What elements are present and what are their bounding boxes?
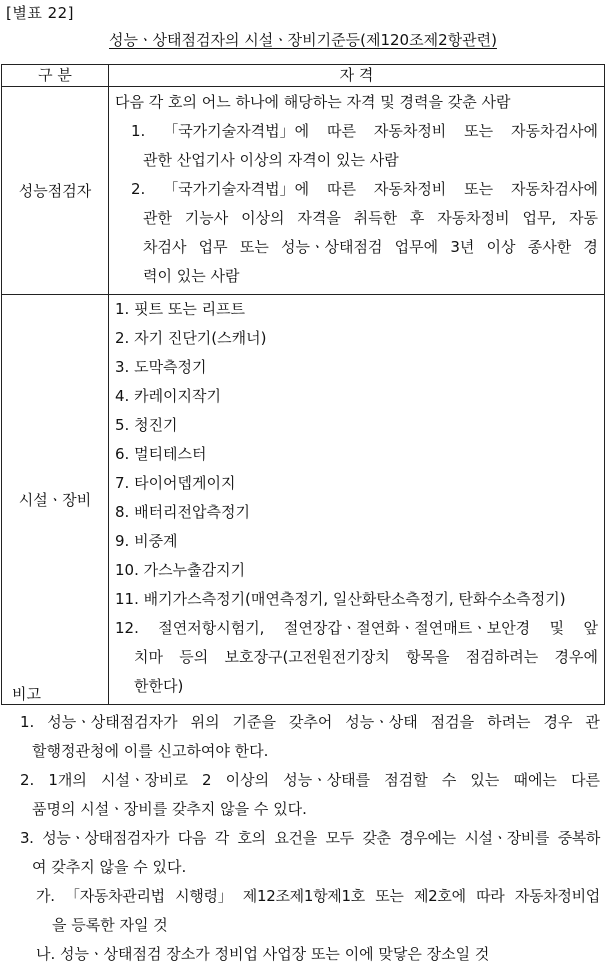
inspector-intro: 다음 각 호의 어느 하나에 해당하는 자격 및 경력을 갖춘 사람 — [115, 93, 511, 111]
equipment-item12-line3: 한한다) — [134, 677, 184, 695]
equipment-item: 4. 카레이지작기 — [115, 387, 222, 405]
equipment-item: 5. 청진기 — [115, 416, 178, 434]
remark-2-line1: 2. 1개의 시설ㆍ장비로 2 이상의 성능ㆍ상태를 점검할 수 있는 때에는 다른 — [20, 771, 600, 789]
remark-3-line1: 3. 성능ㆍ상태점검자가 다음 각 호의 요건을 모두 갖춘 경우에는 시설ㆍ장비를 중복하 — [20, 829, 600, 847]
equipment-item: 6. 멀티테스터 — [115, 445, 207, 463]
equipment-row — [2, 295, 605, 705]
equipment-item: 11. 배기가스측정기(매연측정기, 일산화탄소측정기, 탄화수소측정기) — [115, 590, 566, 608]
equipment-item: 3. 도막측정기 — [115, 358, 207, 376]
equipment-item12-line1: 12. 절연저항시험기, 절연장갑ㆍ절연화ㆍ절연매트ㆍ보안경 및 앞 — [115, 619, 598, 637]
inspector-item2-line1: 2. 「국가기술자격법」에 따른 자동차정비 또는 자동차검사에 — [131, 180, 598, 198]
standards-table — [1, 64, 605, 705]
inspector-item2-line4: 력이 있는 사람 — [143, 267, 240, 285]
equipment-category: 시설ㆍ장비 — [2, 295, 109, 705]
inspector-row — [2, 87, 605, 295]
table-header-row — [2, 65, 605, 87]
inspector-item1-line1: 1. 「국가기술자격법」에 따른 자동차정비 또는 자동차검사에 — [131, 122, 598, 140]
annex-label: [별표 22] — [6, 4, 75, 22]
remarks-title: 비고 — [12, 685, 41, 703]
equipment-item: 7. 타이어뎁게이지 — [115, 474, 236, 492]
inspector-item2-line2: 관한 기능사 이상의 자격을 취득한 후 자동차정비 업무, 자동 — [143, 209, 598, 227]
remark-1-line1: 1. 성능ㆍ상태점검자가 위의 기준을 갖추어 성능ㆍ상태 점검을 하려는 경우 관 — [20, 713, 600, 731]
remark-3-line2: 여 갖추지 않을 수 있다. — [32, 858, 187, 876]
remark-3b-line1: 나. 성능ㆍ상태점검 장소가 정비업 사업장 또는 이에 맞닿은 장소일 것 — [36, 945, 490, 963]
equipment-item: 9. 비중계 — [115, 532, 178, 550]
remarks-section — [0, 681, 606, 969]
inspector-item2-line3: 차검사 업무 또는 성능ㆍ상태점검 업무에 3년 이상 종사한 경 — [143, 238, 598, 256]
inspector-category: 성능점검자 — [2, 87, 109, 295]
equipment-list — [109, 295, 605, 705]
equipment-item: 1. 핏트 또는 리프트 — [115, 300, 246, 318]
header-category: 구 분 — [2, 65, 109, 87]
equipment-item: 8. 배터리전압측정기 — [115, 503, 251, 521]
equipment-item12-line2: 치마 등의 보호장구(고전원전기장치 항목을 점검하려는 경우에 — [134, 648, 598, 666]
header-qualification: 자 격 — [109, 65, 605, 87]
equipment-item: 10. 가스누출감지기 — [115, 561, 246, 579]
document-title: 성능ㆍ상태점검자의 시설ㆍ장비기준등(제120조제2항관련) — [109, 31, 497, 49]
remark-1-line2: 할행정관청에 이를 신고하여야 한다. — [32, 742, 269, 760]
remark-3a-line2: 을 등록한 자일 것 — [52, 916, 168, 934]
remark-2-line2: 품명의 시설ㆍ장비를 갖추지 않을 수 있다. — [32, 800, 307, 818]
inspector-qualifications — [109, 87, 605, 295]
inspector-item1-line2: 관한 산업기사 이상의 자격이 있는 사람 — [143, 151, 399, 169]
equipment-item: 2. 자기 진단기(스캐너) — [115, 329, 267, 347]
remark-3a-line1: 가. 「자동차관리법 시행령」 제12조제1항제1호 또는 제2호에 따라 자동차정비업 — [36, 887, 600, 905]
